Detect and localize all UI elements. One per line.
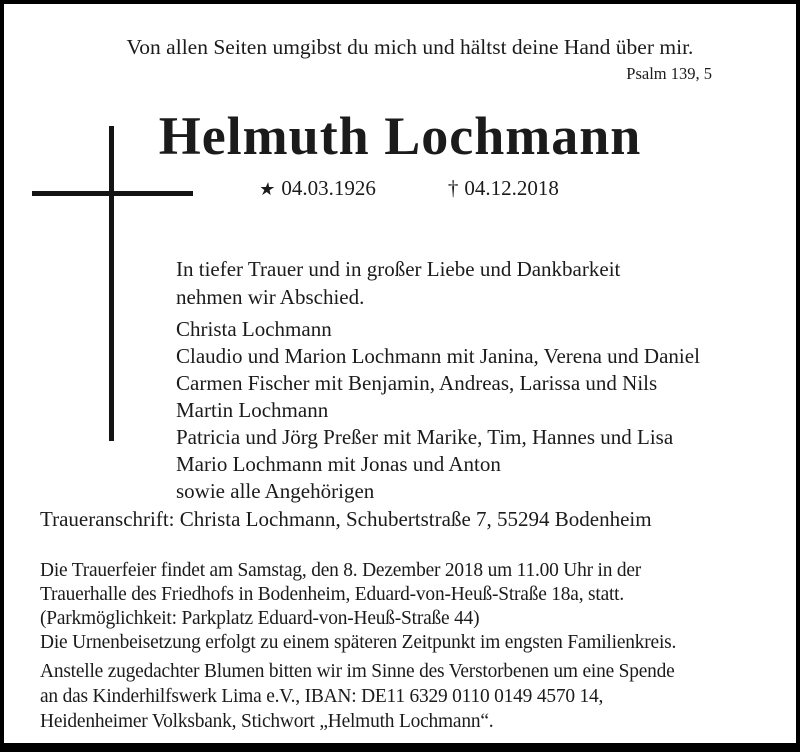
mourner-line: Carmen Fischer mit Benjamin, Andreas, Larissa und Nils [176, 371, 658, 395]
scripture-quote: Von allen Seiten umgibst du mich und hältst deine Hand über mir. [126, 35, 694, 59]
scripture-source: Psalm 139, 5 [626, 64, 712, 83]
funeral-line: Die Trauerfeier findet am Samstag, den 8. Dezember 2018 um 11.00 Uhr in der [40, 559, 642, 581]
life-dates [13, 175, 800, 203]
birth-star-icon: ★ [257, 179, 277, 199]
donation-line: Heidenheimer Volksbank, Stichwort „Helmuth Lochmann“. [40, 710, 494, 732]
donation-line: an das Kinderhilfswerk Lima e.V., IBAN: DE11 6329 0110 0149 4570 14, [40, 685, 604, 707]
death-cross-icon: † [447, 176, 459, 200]
birth-date: 04.03.1926 [281, 176, 376, 200]
donation-details [40, 659, 675, 734]
mourner-line: Christa Lochmann [176, 317, 332, 341]
deceased-name: Helmuth Lochmann [158, 106, 642, 166]
mourner-line: Patricia und Jörg Preßer mit Marike, Tim, Hannes und Lisa [176, 425, 674, 449]
mourner-line: Claudio und Marion Lochmann mit Janina, Verena und Daniel [176, 344, 700, 368]
funeral-details [40, 558, 676, 654]
mourner-line: Martin Lochmann [176, 398, 329, 422]
funeral-line: Trauerhalle des Friedhofs in Bodenheim, Eduard-von-Heuß-Straße 18a, statt. [40, 583, 625, 605]
funeral-line: Die Urnenbeisetzung erfolgt zu einem späteren Zeitpunkt im engsten Familienkreis. [40, 631, 677, 653]
donation-line: Anstelle zugedachter Blumen bitten wir im Sinne des Verstorbenen um eine Spende [40, 660, 675, 682]
death-date-item [448, 175, 559, 203]
condolence-line: In tiefer Trauer und in großer Liebe und Dankbarkeit [176, 257, 621, 281]
mourner-line: Mario Lochmann mit Jonas und Anton [176, 452, 501, 476]
condolence-paragraph [176, 255, 620, 311]
condolence-line: nehmen wir Abschied. [176, 285, 365, 309]
mourners-list [176, 316, 700, 505]
mourner-line: sowie alle Angehörigen [176, 479, 375, 503]
death-date: 04.12.2018 [464, 176, 559, 200]
cross-vertical-bar [109, 126, 114, 441]
mourning-address: Traueranschrift: Christa Lochmann, Schubertstraße 7, 55294 Bodenheim [40, 507, 652, 531]
funeral-line: (Parkmöglichkeit: Parkplatz Eduard-von-Heuß-Straße 44) [40, 607, 480, 629]
birth-date-item [259, 175, 376, 203]
